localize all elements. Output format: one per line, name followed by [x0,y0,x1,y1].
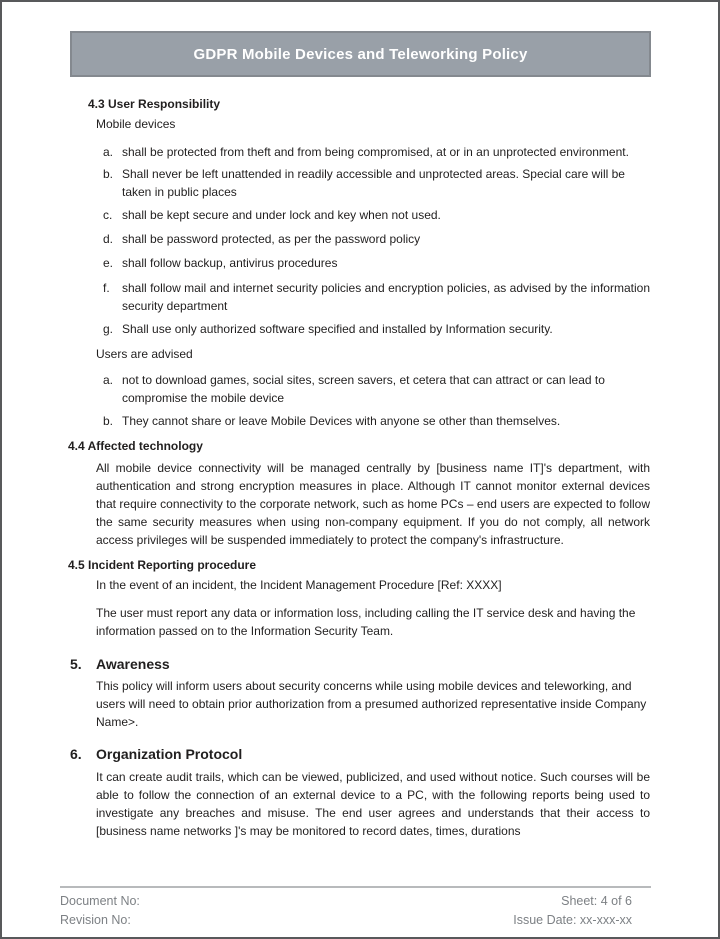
list-item [103,143,650,161]
list-marker: a. [103,373,114,387]
page-title: GDPR Mobile Devices and Teleworking Policy [193,45,528,63]
revision-no-label: Revision No: [60,913,131,927]
list-item [103,279,650,315]
section-title: Organization Protocol [96,746,243,762]
list-item [103,371,650,407]
section-heading-5 [70,655,718,673]
section-4-4-body: All mobile device connectivity will be managed centrally by [business name IT]'s department, with authentication and strong encryption measures in place. Although IT cannot monitor external devices that require connectivity to the corporate network, such as home PCs – end users are expected to follow the same security measures when using non-company equipment. If you do not comply, all network access privileges will be suspended immediately to protect the company's infrastructure. [96,461,650,547]
section-title: Awareness [96,656,170,672]
list-marker: e. [103,256,114,270]
list-item-text: shall follow mail and internet security policies and encryption policies, as advised by the information security department [122,281,650,313]
list-item-text: shall be protected from theft and from being compromised, at or in an unprotected environment. [122,145,629,159]
document-no-label: Document No: [60,894,140,908]
mobile-devices-list [103,143,650,338]
list-marker: f. [103,281,110,295]
section-heading-4-5: 4.5 Incident Reporting procedure [68,558,257,572]
section-number: 5. [70,656,82,672]
section-heading-4-4: 4.4 Affected technology [68,439,203,453]
list-item-text: shall be password protected, as per the password policy [122,232,421,246]
list-marker: g. [103,322,114,336]
list-marker: b. [103,414,114,428]
title-banner [70,31,651,77]
list-item [103,320,650,338]
section-number: 6. [70,746,82,762]
list-item-text: Shall use only authorized software specified and installed by Information security. [122,322,553,336]
users-advised-list [103,371,650,430]
list-item [103,254,650,272]
list-item [103,165,650,201]
section-6-body: It can create audit trails, which can be viewed, publicized, and used without notice. Such courses will be able to follow the connection of an external device to a PC, with the following reports being used to investigate any breaches and misuse. The end user agrees and understands that their access to [business name networks ]'s may be monitored to record dates, times, durations [96,770,650,838]
list-item [103,230,650,248]
section-4-5-paragraph-1: In the event of an incident, the Incident Management Procedure [Ref: XXXX] [96,578,502,592]
list-item [103,412,650,430]
footer-row-2 [60,911,651,930]
section-5-body: This policy will inform users about security concerns while using mobile devices and teleworking, and users will need to obtain prior authorization from a presumed authorized representative inside Company Name>. [96,679,647,729]
list-item-text: They cannot share or leave Mobile Devices with anyone se other than themselves. [122,414,561,428]
list-item-text: Shall never be left unattended in readily accessible and unprotected areas. Special care will be taken in public places [122,167,625,199]
issue-date: Issue Date: xx-xxx-xx [513,913,632,927]
list-item-text: not to download games, social sites, screen savers, et cetera that can attract or can lead to compromise the mobile device [122,373,605,405]
section-heading-6 [70,745,718,763]
list-marker: b. [103,167,114,181]
list-item-text: shall follow backup, antivirus procedures [122,256,338,270]
page-footer [60,886,651,930]
users-advised-intro: Users are advised [96,347,193,361]
list-marker: d. [103,232,114,246]
section-4-5-paragraph-2: The user must report any data or information loss, including calling the IT service desk and having the information passed on to the Information Security Team. [96,606,636,638]
footer-row-1 [60,888,651,911]
section-heading-4-3: 4.3 User Responsibility [88,97,221,111]
list-item-text: shall be kept secure and under lock and key when not used. [122,208,441,222]
sheet-number: Sheet: 4 of 6 [561,894,632,908]
mobile-devices-intro: Mobile devices [96,117,176,131]
list-marker: a. [103,145,114,159]
list-item [103,206,650,224]
list-marker: c. [103,208,113,222]
